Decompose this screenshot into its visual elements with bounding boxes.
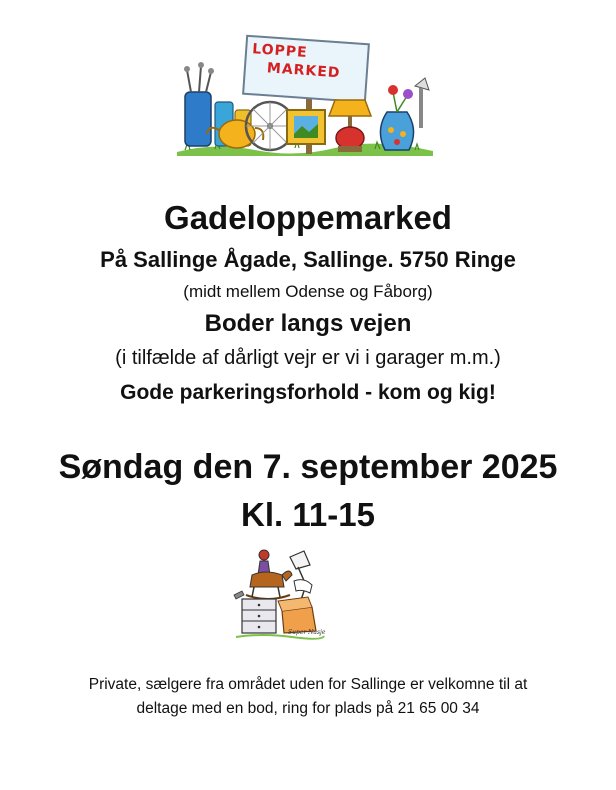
sign-text xyxy=(249,40,364,98)
sign-line-1: LOPPE xyxy=(251,41,309,61)
event-title: Gadeloppemarked xyxy=(164,199,452,236)
stalls-text: Boder langs vejen xyxy=(204,310,412,337)
location-note: (midt mellem Odense og Fåborg) xyxy=(183,282,433,301)
illustration-signature: Super Nasje xyxy=(288,629,326,636)
seller-info xyxy=(0,673,616,721)
weather-note: (i tilfælde af dårligt vejr er vi i garager m.m.) xyxy=(115,347,501,369)
rocking-horse-lamp-boxes-illustration-icon xyxy=(232,545,328,641)
event-date: Søndag den 7. september 2025 xyxy=(58,448,558,486)
sign-line-2: MARKED xyxy=(266,60,341,82)
event-address: På Sallinge Ågade, Sallinge. 5750 Ringe xyxy=(100,247,516,272)
seller-info-line-2: deltage med en bod, ring for plads på 21 65 00 34 xyxy=(136,700,480,717)
parking-text: Gode parkeringsforhold - kom og kig! xyxy=(120,381,496,404)
event-time: Kl. 11-15 xyxy=(241,496,375,533)
seller-info-line-1: Private, sælgere fra området uden for Sallinge er velkomne til at xyxy=(88,676,528,693)
